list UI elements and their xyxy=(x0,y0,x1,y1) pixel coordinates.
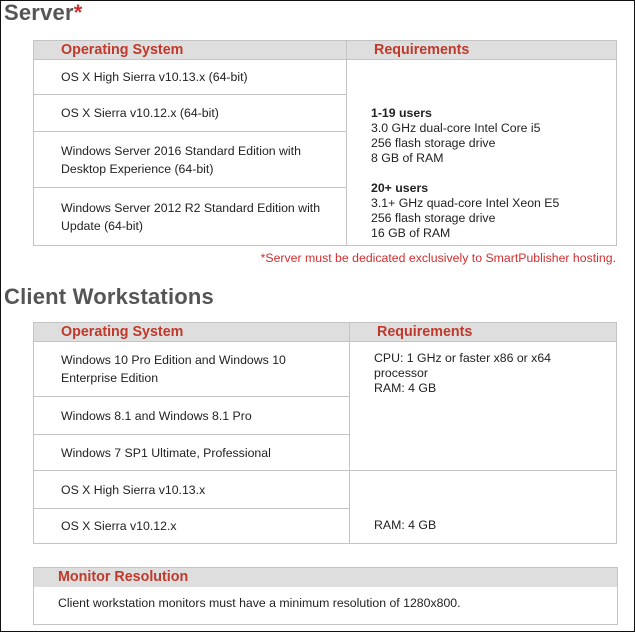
server-requirements-table xyxy=(33,40,617,246)
server-req-line: 16 GB of RAM xyxy=(371,226,451,240)
server-os-item: Windows Server 2012 R2 Standard Edition with Update (64-bit) xyxy=(61,200,321,233)
client-req-mac-cell xyxy=(350,471,617,544)
server-os-item: Windows Server 2016 Standard Edition with Desktop Experience (64-bit) xyxy=(61,143,301,176)
server-req-line: 256 flash storage drive xyxy=(371,136,496,150)
table-row xyxy=(34,471,617,509)
client-req-mac: RAM: 4 GB xyxy=(374,518,437,532)
server-note: *Server must be dedicated exclusively to SmartPublisher hosting. xyxy=(260,251,616,265)
server-req-cell xyxy=(347,60,617,246)
client-req-header: Requirements xyxy=(350,323,617,342)
server-req-small-title: 1-19 users xyxy=(371,106,432,120)
client-os-item: OS X High Sierra v10.13.x xyxy=(61,482,206,497)
server-req-header: Requirements xyxy=(347,41,617,60)
server-req-large-title: 20+ users xyxy=(371,181,429,195)
client-os-item: OS X Sierra v10.12.x xyxy=(61,519,177,533)
client-requirements-table xyxy=(33,322,617,544)
monitor-resolution-box xyxy=(33,567,618,625)
server-req-line: 3.0 GHz dual-core Intel Core i5 xyxy=(371,121,541,135)
client-heading: Client Workstations xyxy=(4,284,214,309)
table-row xyxy=(34,342,617,397)
server-req-line: 3.1+ GHz quad-core Intel Xeon E5 xyxy=(371,196,560,210)
client-req-line: RAM: 4 GB xyxy=(374,381,437,395)
monitor-heading: Monitor Resolution xyxy=(34,568,617,587)
client-os-item: Windows 8.1 and Windows 8.1 Pro xyxy=(61,408,252,423)
client-os-header: Operating System xyxy=(34,323,350,342)
client-os-item: Windows 10 Pro Edition and Windows 10 Enterprise Edition xyxy=(61,353,286,385)
server-req-line: 256 flash storage drive xyxy=(371,211,496,225)
table-row xyxy=(34,60,617,95)
server-os-item: OS X High Sierra v10.13.x (64-bit) xyxy=(61,70,248,84)
client-os-item: Windows 7 SP1 Ultimate, Professional xyxy=(61,445,271,460)
client-req-windows-cell xyxy=(350,342,617,471)
server-req-line: 8 GB of RAM xyxy=(371,151,444,165)
client-req-line: CPU: 1 GHz or faster x86 or x64 processor xyxy=(374,351,552,380)
server-heading: Server* xyxy=(4,0,83,25)
server-os-header: Operating System xyxy=(34,41,347,60)
server-os-item: OS X Sierra v10.12.x (64-bit) xyxy=(61,106,219,120)
monitor-text: Client workstation monitors must have a minimum resolution of 1280x800. xyxy=(58,596,461,610)
